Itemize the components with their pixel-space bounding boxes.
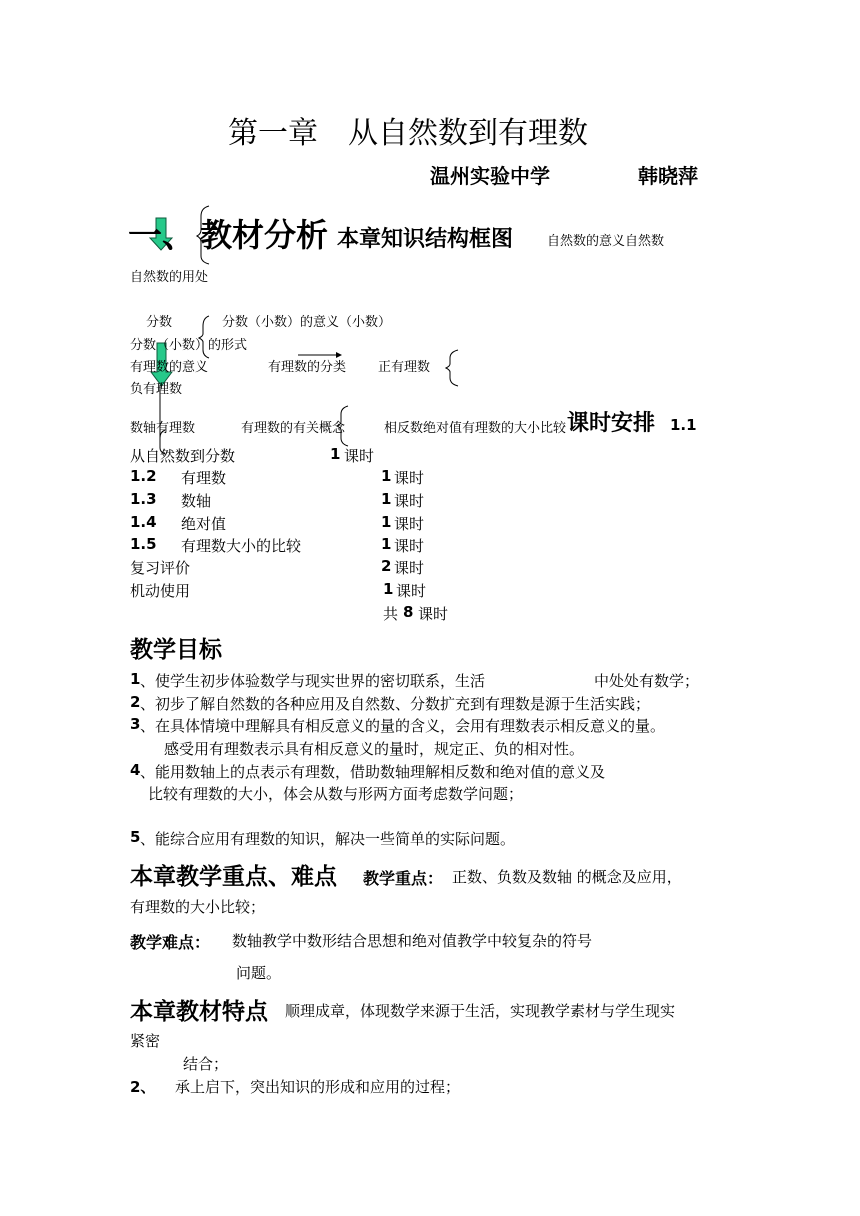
goal-text: 、能用数轴上的点表示有理数，借助数轴理解相反数和绝对值的意义及 [140,763,606,781]
page-title: 第一章 从自然数到有理数 [228,116,588,151]
diagram-fraction: 分数 [146,315,173,330]
focus-text: 正数、负数及数轴 的概念及应用， [452,868,682,886]
schedule-row-count: 1 [381,490,392,508]
diagram-natural-use: 自然数的用处 [130,270,209,285]
schedule-total-pre: 共 [383,605,399,623]
diagram-negative: 负有理数 [130,382,183,397]
goal-text-cont: 中处处有数学； [594,672,700,690]
features-text: 顺理成章，体现数学来源于生活，实现教学素材与学生现实 [285,1002,676,1020]
schedule-row-name: 机动使用 [130,582,191,600]
diagram-fraction-meaning: 分数（小数）的意义（小数） [222,315,392,330]
goal-num: 1 [130,670,141,688]
goal-text: 、在具体情境中理解具有相反意义的量的含义，会用有理数表示相反意义的量。 [140,717,666,735]
features-item-text: 承上启下，突出知识的形成和应用的过程； [175,1078,461,1096]
goal-text: 、能综合应用有理数的知识，解决一些简单的实际问题。 [140,830,516,848]
goal-text-cont: 比较有理数的大小，体会从数与形两方面考虑数学问题； [148,785,524,803]
schedule-row-name: 有理数 [181,469,227,487]
diagram-positive: 正有理数 [378,360,431,375]
schedule-row-unit: 课时 [394,515,425,533]
diagram-fraction-form: 分数（小数）的形式 [130,338,248,353]
diagram-axis: 数轴有理数 [130,421,196,436]
section-heading: 教材分析 [200,216,329,254]
goal-text-cont: 感受用有理数表示具有相反意义的量时，规定正、负的相对性。 [164,740,585,758]
schedule-row-unit: 课时 [394,537,425,555]
schedule-row-num: 1.4 [130,513,157,531]
goal-text: 、初步了解自然数的各种应用及自然数、分数扩充到有理数是源于生活实践； [140,695,651,713]
schedule-heading: 课时安排 [567,411,656,436]
goal-num: 4 [130,761,141,779]
schedule-row-unit: 课时 [394,469,425,487]
features-heading: 本章教材特点 [130,999,268,1025]
section-subheading: 本章知识结构框图 [337,227,514,252]
diagram-rational-class: 有理数的分类 [268,360,347,375]
schedule-row-count: 1 [330,445,341,463]
schedule-row-count: 1 [381,535,392,553]
features-item-num: 2、 [130,1078,156,1096]
schedule-row-unit: 课时 [344,447,375,465]
goal-text: 、使学生初步体验数学与现实世界的密切联系，生活 [140,672,486,690]
schedule-row-num: 1.3 [130,490,157,508]
schedule-row-name: 复习评价 [130,559,191,577]
schedule-first-num: 1.1 [670,416,697,434]
keypoints-heading: 本章教学重点、难点 [130,864,337,890]
schedule-total-num: 8 [403,603,414,621]
schedule-row-unit: 课时 [394,559,425,577]
diagram-inline-text: 自然数的意义自然数 [547,234,665,249]
difficulty-text-cont: 问题。 [236,964,282,982]
diagram-concepts: 有理数的有关概念 [241,421,346,436]
difficulty-text: 数轴教学中数形结合思想和绝对值教学中较复杂的符号 [232,932,593,950]
features-text-cont: 紧密 [130,1032,161,1050]
goal-num: 5 [130,828,141,846]
schedule-row-unit: 课时 [394,492,425,510]
diagram-compare: 相反数绝对值有理数的大小比较 [384,421,567,436]
diagram-rational-meaning: 有理数的意义 [130,360,209,375]
schedule-row-name: 数轴 [181,492,212,510]
schedule-row-name: 从自然数到分数 [130,447,236,465]
author-school: 温州实验中学 [430,164,550,188]
brace-left [446,350,458,386]
goals-heading: 教学目标 [130,637,222,663]
focus-text-cont: 有理数的大小比较； [130,898,266,916]
schedule-row-count: 1 [381,467,392,485]
schedule-row-count: 2 [381,557,392,575]
schedule-row-count: 1 [383,580,394,598]
schedule-row-num: 1.2 [130,467,157,485]
focus-label: 教学重点： [363,869,444,888]
schedule-total-unit: 课时 [418,605,449,623]
goal-num: 2 [130,693,141,711]
section-number: 一、 [128,216,196,256]
difficulty-label: 教学难点： [130,933,211,952]
schedule-row-count: 1 [381,513,392,531]
features-text-cont: 结合； [183,1055,229,1073]
schedule-row-unit: 课时 [396,582,427,600]
author-name: 韩晓萍 [638,164,698,188]
schedule-row-name: 有理数大小的比较 [181,537,302,555]
schedule-row-name: 绝对值 [181,515,227,533]
goal-num: 3 [130,715,141,733]
schedule-row-num: 1.5 [130,535,157,553]
